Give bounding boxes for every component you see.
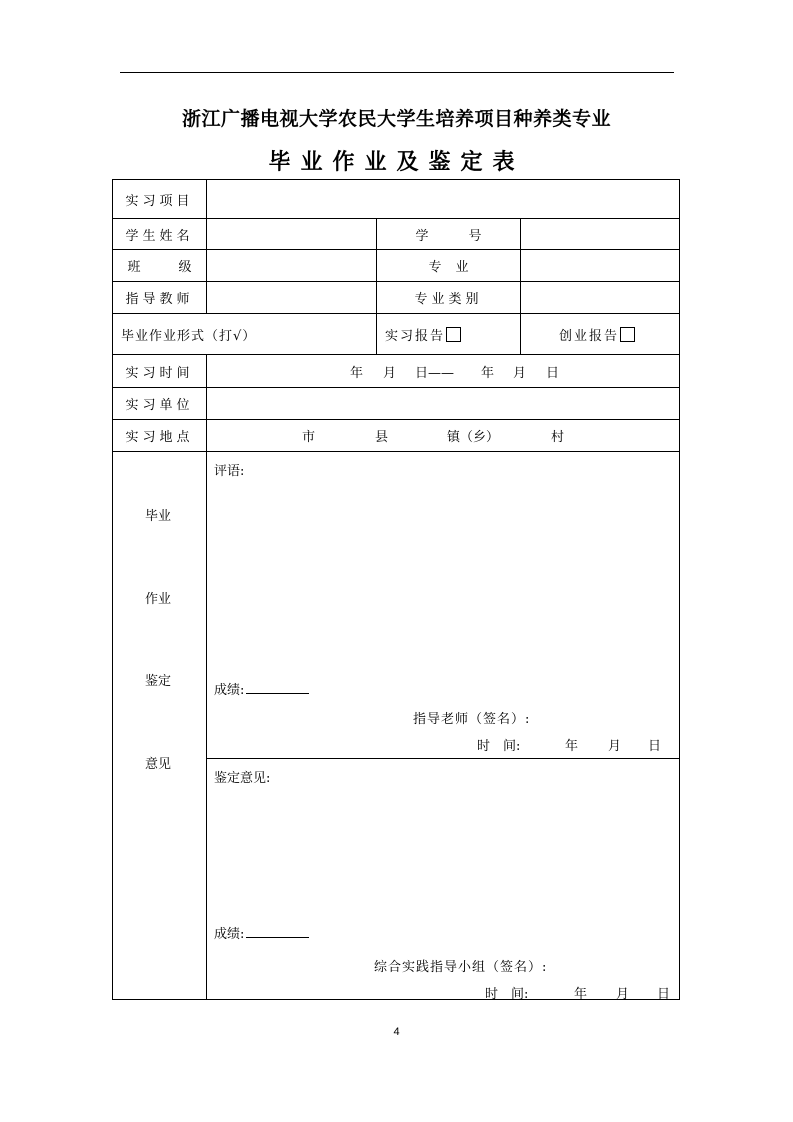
checkbox-startup-report[interactable] [620,327,635,342]
score-blank-2[interactable] [246,925,309,938]
major-category-field[interactable] [520,281,680,313]
score-blank-1[interactable] [246,681,309,694]
student-name-label: 学生姓名 [113,218,206,249]
appraisal-opinion-section[interactable]: 鉴定意见: 成绩: 综合实践指导小组（签名）: 时 间: 年 月 日 [206,758,680,1000]
internship-time-label: 实习时间 [113,354,206,387]
internship-place-field[interactable]: 市 县 镇（乡） 村 [206,419,680,451]
advisor-label: 指导教师 [113,281,206,313]
major-label: 专 业 [376,249,520,281]
class-field[interactable] [206,249,376,281]
page-number: 4 [393,1026,400,1038]
group-sign-label: 综合实践指导小组（签名）: [374,960,548,975]
comment-section[interactable]: 评语: 成绩: 指导老师（签名）: 时 间: 年 月 日 [206,451,680,758]
date-label-2: 时 间: [485,987,529,1002]
header-rule [120,72,674,73]
score-label-1: 成绩: [214,679,309,698]
student-name-field[interactable] [206,218,376,249]
score-label-2: 成绩: [214,923,309,942]
internship-time-field[interactable]: 年 月 日—— 年 月 日 [206,354,680,387]
advisor-field[interactable] [206,281,376,313]
student-id-label: 学 号 [376,218,520,249]
student-id-field[interactable] [520,218,680,249]
major-category-label: 专业类别 [376,281,520,313]
document-subtitle: 毕业作业及鉴定表 [268,150,525,175]
document-title: 浙江广播电视大学农民大学生培养项目种养类专业 [181,108,611,130]
date-label-1: 时 间: [477,739,521,754]
option-startup-report[interactable]: 创业报告 [520,313,680,354]
major-field[interactable] [520,249,680,281]
checkbox-internship-report[interactable] [446,327,461,342]
internship-unit-label: 实习单位 [113,387,206,419]
internship-project-field[interactable] [206,180,680,218]
appraisal-label: 鉴定意见: [214,771,271,786]
internship-project-label: 实习项目 [125,193,194,209]
appraisal-form [112,179,680,1000]
form-type-label: 毕业作业形式（打√） [113,313,376,354]
comment-label: 评语: [214,464,245,479]
internship-place-label: 实习地点 [113,419,206,451]
option-internship-report[interactable]: 实习报告 [376,313,520,354]
class-label: 班 级 [113,249,206,281]
appraisal-side-label: 毕业 作业 鉴定 意见 [113,451,206,1000]
advisor-sign-label: 指导老师（签名）: [413,712,531,727]
internship-unit-field[interactable] [206,387,680,419]
